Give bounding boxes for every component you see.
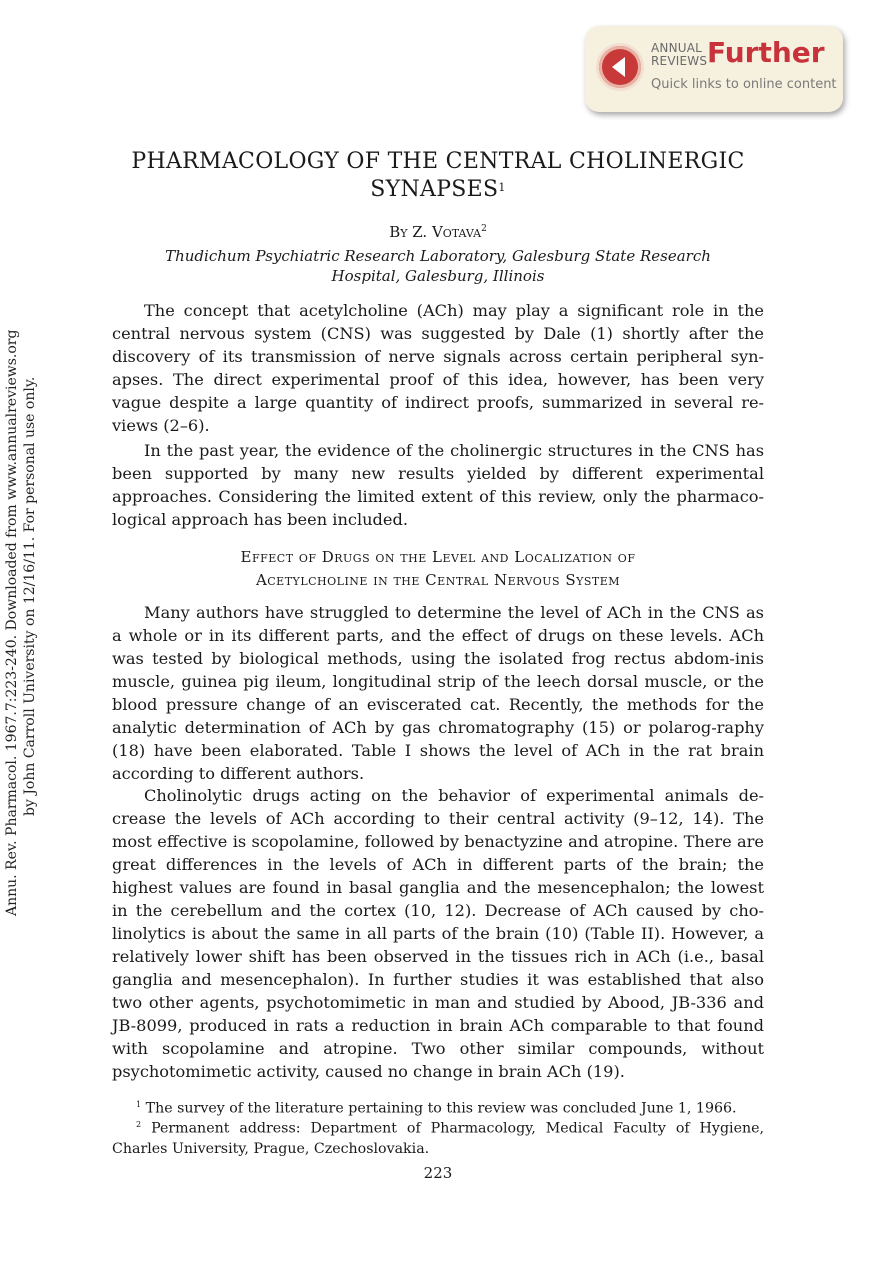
section-heading-line2: Acetylcholine in the Central Nervous System [255, 571, 621, 589]
paragraph-intro [112, 299, 764, 437]
badge-annual-label: ANNUAL [651, 41, 703, 55]
section-heading-line1: Effect of Drugs on the Level and Localization of [240, 548, 636, 566]
author-prefix: By Z. [389, 223, 432, 241]
article-title [112, 148, 764, 204]
page-number: 223 [423, 1164, 453, 1182]
footnote-1-mark: 1 [136, 1100, 142, 1109]
author-footnote-mark: 2 [481, 224, 487, 234]
author-line [112, 219, 764, 242]
paragraph-methods [112, 601, 764, 785]
footnote-2-text: Permanent address: Department of Pharmacology, Medical Faculty of Hygiene, Charles University, Prague, Czechoslovakia. [112, 1120, 765, 1157]
author-name: Votava [431, 223, 482, 241]
affiliation [112, 246, 764, 286]
download-notice [0, 0, 60, 1275]
paragraph-text: Many authors have struggled to determine the level of ACh in the CNS as a whole or in its different parts, and the effect of drugs on these levels. ACh was tested by biological methods, using the isolated frog rectus abdom-inis muscle, guinea pig ileum, longitudinal strip of the leech dorsal muscle, or the blood pressure change of an eviscerated cat. Recently, the methods for the analytic determination of ACh by gas chromatography (15) or polarog-raphy (18) have been elaborated. Table I shows the level of ACh in the rat brain according to different authors. [112, 603, 764, 783]
title-line2-text: SYNAPSES [370, 177, 499, 202]
section-heading [112, 546, 764, 592]
affiliation-line1: Thudichum Psychiatric Research Laboratory, Galesburg State Research [165, 247, 711, 265]
badge-further-label[interactable]: Further [707, 36, 825, 69]
download-notice-line1: Annu. Rev. Pharmacol. 1967.7:223-240. Downloaded from www.annualreviews.org [4, 329, 20, 916]
further-links-badge[interactable] [585, 26, 843, 112]
play-back-icon[interactable] [599, 46, 641, 88]
affiliation-line2: Hospital, Galesburg, Illinois [331, 267, 545, 285]
footnote-1-text: The survey of the literature pertaining to this review was concluded June 1, 1966. [145, 1100, 737, 1117]
title-footnote-mark: 1 [498, 181, 506, 194]
title-line2 [112, 176, 764, 204]
download-notice-line2: by John Carroll University on 12/16/11. For personal use only. [22, 376, 38, 816]
badge-reviews-label: REVIEWS [651, 54, 708, 68]
footnote-2-mark: 2 [136, 1120, 142, 1129]
paragraph-text: The concept that acetylcholine (ACh) may play a significant role in the central nervous system (CNS) was suggested by Dale (1) shortly after the discovery of its transmission of nerve signals across certain peripheral syn-apses. The direct experimental proof of this idea, however, has been very vague despite a large quantity of indirect proofs, summarized in several re-views (2–6). [112, 301, 764, 435]
badge-tagline: Quick links to online content [651, 77, 837, 92]
footnote-2 [112, 1115, 764, 1159]
paragraph-scope [112, 439, 764, 531]
paragraph-cholinolytics [112, 784, 764, 1083]
paragraph-text: Cholinolytic drugs acting on the behavior of experimental animals de-crease the levels of ACh according to their central activity (9–12, 14). The most effective is scopolamine, followed by benactyzine and atropine. There are great differences in the levels of ACh in different parts of the brain; the highest values are found in basal ganglia and the mesencephalon; the lowest in the cerebellum and the cortex (10, 12). Decrease of ACh caused by cho-linolytics is about the same in all parts of the brain (10) (Table II). However, a relatively lower shift has been observed in the tissues rich in ACh (i.e., basal ganglia and mesencephalon). In further studies it was established that also two other agents, psychotomimetic in man and studied by Abood, JB-336 and JB-8099, produced in rats a reduction in brain ACh comparable to that found with scopolamine and atropine. Two other similar compounds, without psychotomimetic activity, caused no change in brain ACh (19). [112, 786, 764, 1081]
paragraph-text: In the past year, the evidence of the cholinergic structures in the CNS has been supported by many new results yielded by different experimental approaches. Considering the limited extent of this review, only the pharmaco-logical approach has been included. [112, 441, 764, 529]
title-line1: PHARMACOLOGY OF THE CENTRAL CHOLINERGIC [131, 149, 745, 174]
